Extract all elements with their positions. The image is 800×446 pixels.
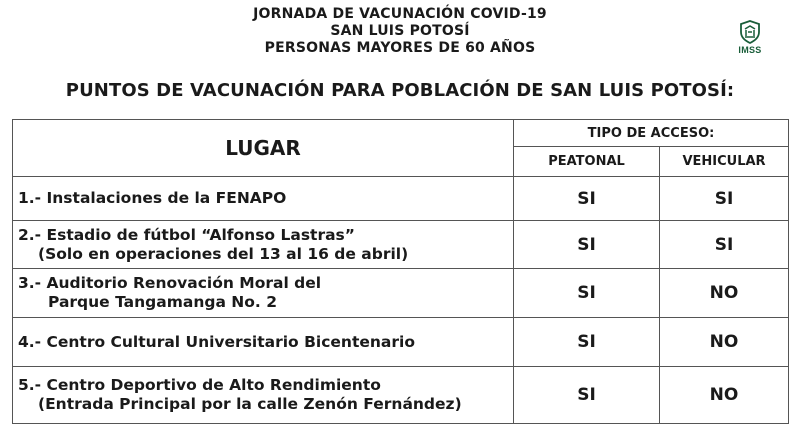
- header-line-2: SAN LUIS POTOSÍ: [330, 23, 470, 39]
- header-tipo-acceso: TIPO DE ACCESO:: [514, 120, 789, 147]
- place-cell: [13, 269, 514, 318]
- table-row: [13, 269, 789, 318]
- header-line-1: JORNADA DE VACUNACIÓN COVID-19: [253, 6, 547, 22]
- header-vehicular: VEHICULAR: [660, 147, 789, 177]
- peatonal-cell: SI: [514, 367, 660, 424]
- place-cell: [13, 367, 514, 424]
- table-row: [13, 318, 789, 367]
- place-line-1: 1.- Instalaciones de la FENAPO: [18, 189, 287, 207]
- peatonal-cell: SI: [514, 177, 660, 221]
- header-line-3: PERSONAS MAYORES DE 60 AÑOS: [264, 40, 536, 56]
- header-peatonal: PEATONAL: [514, 147, 660, 177]
- peatonal-cell: SI: [514, 221, 660, 269]
- document-header: [0, 6, 800, 57]
- place-cell: [13, 318, 514, 367]
- place-line-1: 5.- Centro Deportivo de Alto Rendimiento: [18, 376, 381, 394]
- place-line-2: (Entrada Principal por la calle Zenón Fernández): [38, 395, 462, 413]
- vaccination-points-table: [12, 119, 789, 424]
- vehicular-cell: NO: [660, 269, 789, 318]
- subtitle: PUNTOS DE VACUNACIÓN PARA POBLACIÓN DE SAN LUIS POTOSÍ:: [65, 80, 735, 101]
- place-line-2: Parque Tangamanga No. 2: [48, 293, 277, 311]
- place-line-1: 3.- Auditorio Renovación Moral del: [18, 274, 322, 292]
- place-line-2: (Solo en operaciones del 13 al 16 de abril): [38, 244, 409, 263]
- table-row: [13, 367, 789, 424]
- peatonal-cell: SI: [514, 269, 660, 318]
- vehicular-cell: NO: [660, 367, 789, 424]
- vehicular-cell: NO: [660, 318, 789, 367]
- table-row: [13, 221, 789, 269]
- place-line-1: 2.- Estadio de fútbol “Alfonso Lastras”: [18, 225, 355, 244]
- place-cell: [13, 177, 514, 221]
- vehicular-cell: SI: [660, 177, 789, 221]
- imss-logo: [733, 20, 767, 56]
- vehicular-cell: SI: [660, 221, 789, 269]
- place-cell: [13, 221, 514, 269]
- header-lugar: LUGAR: [13, 120, 514, 177]
- table-row: [13, 177, 789, 221]
- place-line-1: 4.- Centro Cultural Universitario Bicentenario: [18, 332, 415, 351]
- peatonal-cell: SI: [514, 318, 660, 367]
- logo-text: IMSS: [738, 45, 762, 55]
- imss-emblem-icon: [739, 20, 761, 44]
